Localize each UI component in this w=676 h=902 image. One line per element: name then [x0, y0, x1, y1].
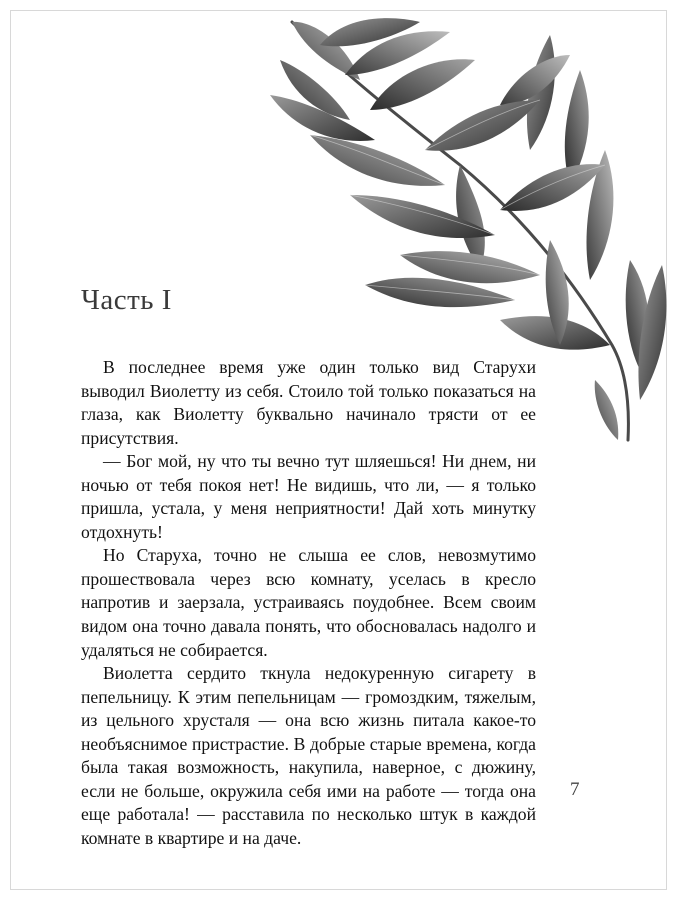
paragraph: В последнее время уже один только вид Старухи выводил Виолетту из себя. Стоило той только показаться на глаза, как Виолетту буквально начинало трясти от ее присутствия.: [81, 357, 536, 448]
chapter-title: Часть I: [81, 284, 172, 316]
paragraph: Но Старуха, точно не слыша ее слов, невозмутимо прошествовала через всю комнату, уселась в кресло напротив и заерзала, устраиваясь поудобнее. Всем своим видом она точно давала понять, что обосновалась надолго и удаляться не собирается.: [81, 545, 536, 660]
paragraph: Виолетта сердито ткнула недокуренную сигарету в пепельницу. К этим пепельницам — громоздким, тяжелым, из цельного хрусталя — она всю жизнь питала какое-то необъяснимое пристрастие. В добрые старые времена, когда была такая возможность, накупила, наверное, с дюжину, если не больше, окружила себя ими на работе — тогда она еще работала! — расставила по несколько штук в каждой комнате в квартире и на даче.: [81, 663, 536, 848]
body-text: [81, 356, 536, 850]
paragraph: — Бог мой, ну что ты вечно тут шляешься! Ни днем, ни ночью от тебя покоя нет! Не видишь, что ли, — я только пришла, устала, у меня неприятности! Дай хоть минутку отдохнуть!: [81, 451, 536, 542]
page-number: 7: [570, 779, 580, 800]
